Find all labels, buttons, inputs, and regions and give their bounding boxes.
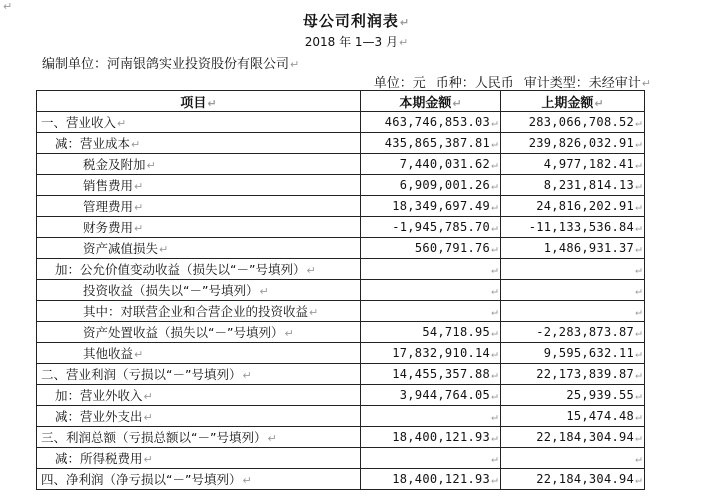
row-current-amount: 17,832,910.14↵ bbox=[361, 343, 501, 364]
paragraph-mark: ↵ bbox=[641, 77, 651, 90]
row-prior-amount: ↵ bbox=[501, 280, 645, 301]
row-prior-amount: 8,231,814.13↵ bbox=[501, 175, 645, 196]
corner-mark: ↵ bbox=[3, 0, 13, 13]
row-item-label: 其中：对联营企业和合营企业的投资收益↵ bbox=[37, 301, 361, 322]
row-item-label: 其他收益↵ bbox=[37, 343, 361, 364]
table-row bbox=[37, 175, 645, 196]
row-prior-amount: -11,133,536.84↵ bbox=[501, 217, 645, 238]
table-row bbox=[37, 385, 645, 406]
table-row bbox=[37, 217, 645, 238]
row-prior-amount: 24,816,202.91↵ bbox=[501, 196, 645, 217]
row-current-amount: 435,865,387.81↵ bbox=[361, 133, 501, 154]
paragraph-mark: ↵ bbox=[290, 58, 300, 71]
row-current-amount: 18,400,121.93↵ bbox=[361, 469, 501, 490]
table-row bbox=[37, 427, 645, 448]
row-prior-amount: ↵ bbox=[501, 259, 645, 280]
table-row bbox=[37, 196, 645, 217]
table-row bbox=[37, 343, 645, 364]
row-current-amount: 18,400,121.93↵ bbox=[361, 427, 501, 448]
row-item-label: 销售费用↵ bbox=[37, 175, 361, 196]
row-current-amount: 54,718.95↵ bbox=[361, 322, 501, 343]
row-item-label: 投资收益（损失以“－”号填列）↵ bbox=[37, 280, 361, 301]
company-line bbox=[42, 53, 299, 72]
row-prior-amount: 239,826,032.91↵ bbox=[501, 133, 645, 154]
table-row bbox=[37, 259, 645, 280]
row-prior-amount: ↵ bbox=[501, 301, 645, 322]
table-row bbox=[37, 154, 645, 175]
row-prior-amount: ↵ bbox=[501, 448, 645, 469]
meta-line bbox=[374, 72, 651, 91]
row-prior-amount: -2,283,873.87↵ bbox=[501, 322, 645, 343]
row-prior-amount: 4,977,182.41↵ bbox=[501, 154, 645, 175]
unit-label: 单位：元 bbox=[373, 76, 426, 91]
row-prior-amount: 22,173,839.87↵ bbox=[501, 364, 645, 385]
audit-type-label: 审计类型：未经审计 bbox=[523, 76, 641, 91]
table-row bbox=[37, 301, 645, 322]
report-period-text: 2018 年 1—3 月 bbox=[304, 35, 399, 49]
row-prior-amount: 1,486,931.37↵ bbox=[501, 238, 645, 259]
header-current: 本期金额↵ bbox=[361, 91, 501, 112]
table-row bbox=[37, 469, 645, 490]
income-statement-table bbox=[36, 90, 645, 490]
row-item-label: 四、净利润（净亏损以“－”号填列）↵ bbox=[37, 469, 361, 490]
row-current-amount: 560,791.76↵ bbox=[361, 238, 501, 259]
row-item-label: 财务费用↵ bbox=[37, 217, 361, 238]
table-row bbox=[37, 364, 645, 385]
header-item: 项目↵ bbox=[37, 91, 361, 112]
row-current-amount: ↵ bbox=[361, 448, 501, 469]
row-item-label: 管理费用↵ bbox=[37, 196, 361, 217]
header-prior: 上期金额↵ bbox=[501, 91, 645, 112]
row-current-amount: 7,440,031.62↵ bbox=[361, 154, 501, 175]
row-prior-amount: 22,184,304.94↵ bbox=[501, 427, 645, 448]
table-row bbox=[37, 448, 645, 469]
table-header-row bbox=[37, 91, 645, 112]
row-current-amount: -1,945,785.70↵ bbox=[361, 217, 501, 238]
report-title-text: 母公司利润表 bbox=[302, 12, 399, 30]
row-current-amount: ↵ bbox=[361, 301, 501, 322]
row-current-amount: ↵ bbox=[361, 259, 501, 280]
row-current-amount: 3,944,764.05↵ bbox=[361, 385, 501, 406]
table-row bbox=[37, 112, 645, 133]
table-row bbox=[37, 406, 645, 427]
row-prior-amount: 25,939.55↵ bbox=[501, 385, 645, 406]
row-current-amount: 6,909,001.26↵ bbox=[361, 175, 501, 196]
row-current-amount: 14,455,357.88↵ bbox=[361, 364, 501, 385]
row-item-label: 减：营业成本↵ bbox=[37, 133, 361, 154]
row-item-label: 三、利润总额（亏损总额以“－”号填列）↵ bbox=[37, 427, 361, 448]
currency-label: 币种：人民币 bbox=[435, 76, 514, 91]
row-item-label: 资产处置收益（损失以“－”号填列）↵ bbox=[37, 322, 361, 343]
row-current-amount: 18,349,697.49↵ bbox=[361, 196, 501, 217]
row-item-label: 加：营业外收入↵ bbox=[37, 385, 361, 406]
table-row bbox=[37, 238, 645, 259]
table-row bbox=[37, 280, 645, 301]
row-item-label: 加：公允价值变动收益（损失以“－”号填列）↵ bbox=[37, 259, 361, 280]
table-row bbox=[37, 133, 645, 154]
row-current-amount: 463,746,853.03↵ bbox=[361, 112, 501, 133]
row-item-label: 减：营业外支出↵ bbox=[37, 406, 361, 427]
row-item-label: 资产减值损失↵ bbox=[37, 238, 361, 259]
table-row bbox=[37, 322, 645, 343]
report-period bbox=[0, 33, 713, 50]
company-name: 编制单位：河南银鸽实业投资股份有限公司 bbox=[42, 57, 290, 72]
row-item-label: 税金及附加↵ bbox=[37, 154, 361, 175]
row-current-amount: ↵ bbox=[361, 280, 501, 301]
report-title bbox=[0, 10, 713, 31]
row-current-amount: ↵ bbox=[361, 406, 501, 427]
row-item-label: 减：所得税费用↵ bbox=[37, 448, 361, 469]
row-item-label: 一、营业收入↵ bbox=[37, 112, 361, 133]
paragraph-mark: ↵ bbox=[399, 36, 409, 49]
row-prior-amount: 15,474.48↵ bbox=[501, 406, 645, 427]
paragraph-mark: ↵ bbox=[399, 16, 411, 29]
row-prior-amount: 22,184,304.94↵ bbox=[501, 469, 645, 490]
row-prior-amount: 283,066,708.52↵ bbox=[501, 112, 645, 133]
row-prior-amount: 9,595,632.11↵ bbox=[501, 343, 645, 364]
row-item-label: 二、营业利润（亏损以“－”号填列）↵ bbox=[37, 364, 361, 385]
